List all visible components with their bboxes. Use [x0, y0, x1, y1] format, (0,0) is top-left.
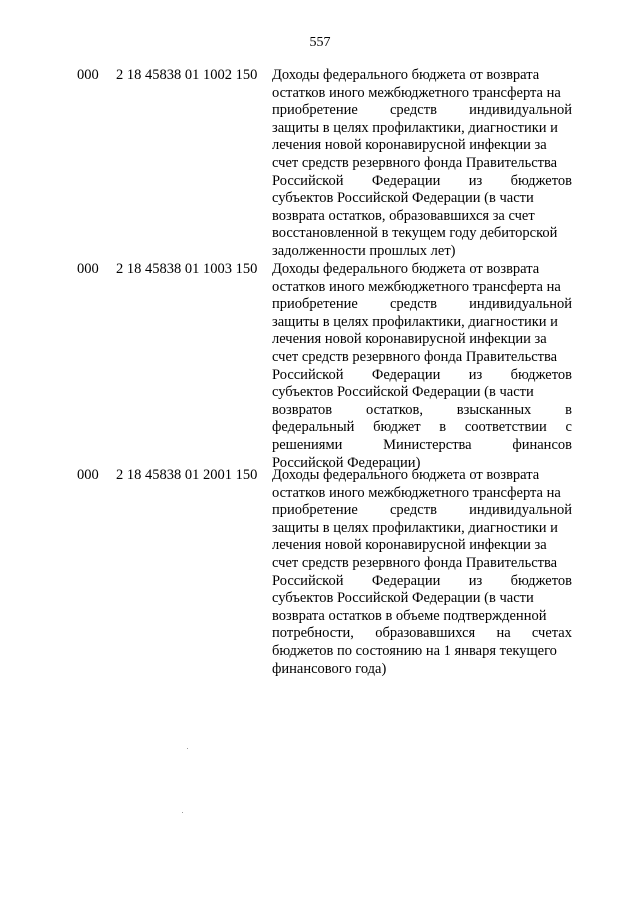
- description-line: [272, 367, 572, 385]
- description-word: Российской: [272, 366, 344, 383]
- admin-code: 000: [77, 67, 99, 83]
- description-word: приобретение: [272, 102, 358, 119]
- description-line: остатков иного межбюджетного трансферта на: [272, 84, 561, 101]
- scan-speck: [187, 748, 188, 749]
- description-line: [272, 102, 572, 120]
- description-word: на: [496, 625, 511, 642]
- description-word: счетах: [531, 625, 572, 642]
- description-word: приобретение: [272, 502, 358, 519]
- description-line: [272, 419, 572, 437]
- description-line: [272, 502, 572, 520]
- description-line: защиты в целях профилактики, диагностики и: [272, 119, 558, 136]
- description-word: средств: [389, 296, 437, 313]
- description-word: индивидуальной: [469, 502, 572, 519]
- scan-speck: [182, 812, 183, 813]
- description-line: [272, 296, 572, 314]
- description-word: из: [468, 366, 483, 383]
- description-word: средств: [389, 502, 437, 519]
- description-line: [272, 625, 572, 643]
- description-line: остатков иного межбюджетного трансферта на: [272, 484, 561, 501]
- description-word: Федерации: [371, 572, 441, 589]
- description-word: остатков,: [365, 401, 423, 418]
- description-word: бюджетов: [510, 572, 572, 589]
- description-line: счет средств резервного фонда Правительства: [272, 154, 558, 171]
- description-line: [272, 173, 572, 191]
- description-line: задолженности прошлых лет): [272, 242, 456, 259]
- description-line: возврата остатков, образовавшихся за счет: [272, 207, 535, 224]
- entry-description: [272, 67, 572, 261]
- description-word: решениями: [272, 436, 343, 453]
- description-line: лечения новой коронавирусной инфекции за: [272, 137, 547, 154]
- description-line: финансового года): [272, 660, 387, 677]
- description-word: бюджет: [373, 419, 421, 436]
- description-word: Федерации: [371, 172, 441, 189]
- entry-description: [272, 261, 572, 472]
- description-line: [272, 573, 572, 591]
- admin-code: 000: [77, 467, 99, 483]
- description-word: приобретение: [272, 296, 358, 313]
- page-number: 557: [309, 35, 331, 50]
- description-line: Российской Федерации): [272, 454, 421, 471]
- description-word: финансов: [512, 436, 572, 453]
- description-word: образовавшихся: [375, 625, 476, 642]
- description-word: Российской: [272, 172, 344, 189]
- description-line: лечения новой коронавирусной инфекции за: [272, 331, 547, 348]
- description-line: [272, 402, 572, 420]
- admin-code: 000: [77, 261, 99, 277]
- description-word: Министерства: [383, 436, 472, 453]
- description-word: возвратов: [272, 401, 333, 418]
- description-word: взысканных: [456, 401, 532, 418]
- description-line: возврата остатков в объеме подтвержденной: [272, 607, 547, 624]
- description-line: субъектов Российской Федерации (в части: [272, 384, 534, 401]
- description-line: субъектов Российской Федерации (в части: [272, 590, 534, 607]
- description-line: лечения новой коронавирусной инфекции за: [272, 537, 547, 554]
- description-line: субъектов Российской Федерации (в части: [272, 190, 534, 207]
- description-word: Российской: [272, 572, 344, 589]
- description-word: федеральный: [272, 419, 355, 436]
- description-line: Доходы федерального бюджета от возврата: [272, 467, 540, 483]
- description-word: потребности,: [272, 625, 354, 642]
- description-word: из: [468, 172, 483, 189]
- description-word: в: [565, 401, 572, 418]
- description-line: защиты в целях профилактики, диагностики и: [272, 313, 558, 330]
- description-line: счет средств резервного фонда Правительства: [272, 348, 558, 365]
- description-word: средств: [389, 102, 437, 119]
- description-word: соответствии: [464, 419, 547, 436]
- description-line: счет средств резервного фонда Правительства: [272, 554, 558, 571]
- description-line: восстановленной в текущем году дебиторской: [272, 225, 558, 242]
- description-word: с: [565, 419, 572, 436]
- description-line: Доходы федерального бюджета от возврата: [272, 261, 540, 277]
- description-line: [272, 437, 572, 455]
- description-word: из: [468, 572, 483, 589]
- entry-description: [272, 467, 572, 678]
- description-line: остатков иного межбюджетного трансферта на: [272, 278, 561, 295]
- description-word: индивидуальной: [469, 102, 572, 119]
- budget-classification-code: 2 18 45838 01 1003 150: [116, 261, 258, 277]
- description-line: бюджетов по состоянию на 1 января текущего: [272, 642, 557, 659]
- budget-classification-code: 2 18 45838 01 1002 150: [116, 67, 258, 83]
- description-line: защиты в целях профилактики, диагностики и: [272, 519, 558, 536]
- budget-classification-code: 2 18 45838 01 2001 150: [116, 467, 258, 483]
- description-line: Доходы федерального бюджета от возврата: [272, 67, 540, 83]
- description-word: бюджетов: [510, 366, 572, 383]
- description-word: в: [439, 419, 447, 436]
- description-word: бюджетов: [510, 172, 572, 189]
- description-word: Федерации: [371, 366, 441, 383]
- description-word: индивидуальной: [469, 296, 572, 313]
